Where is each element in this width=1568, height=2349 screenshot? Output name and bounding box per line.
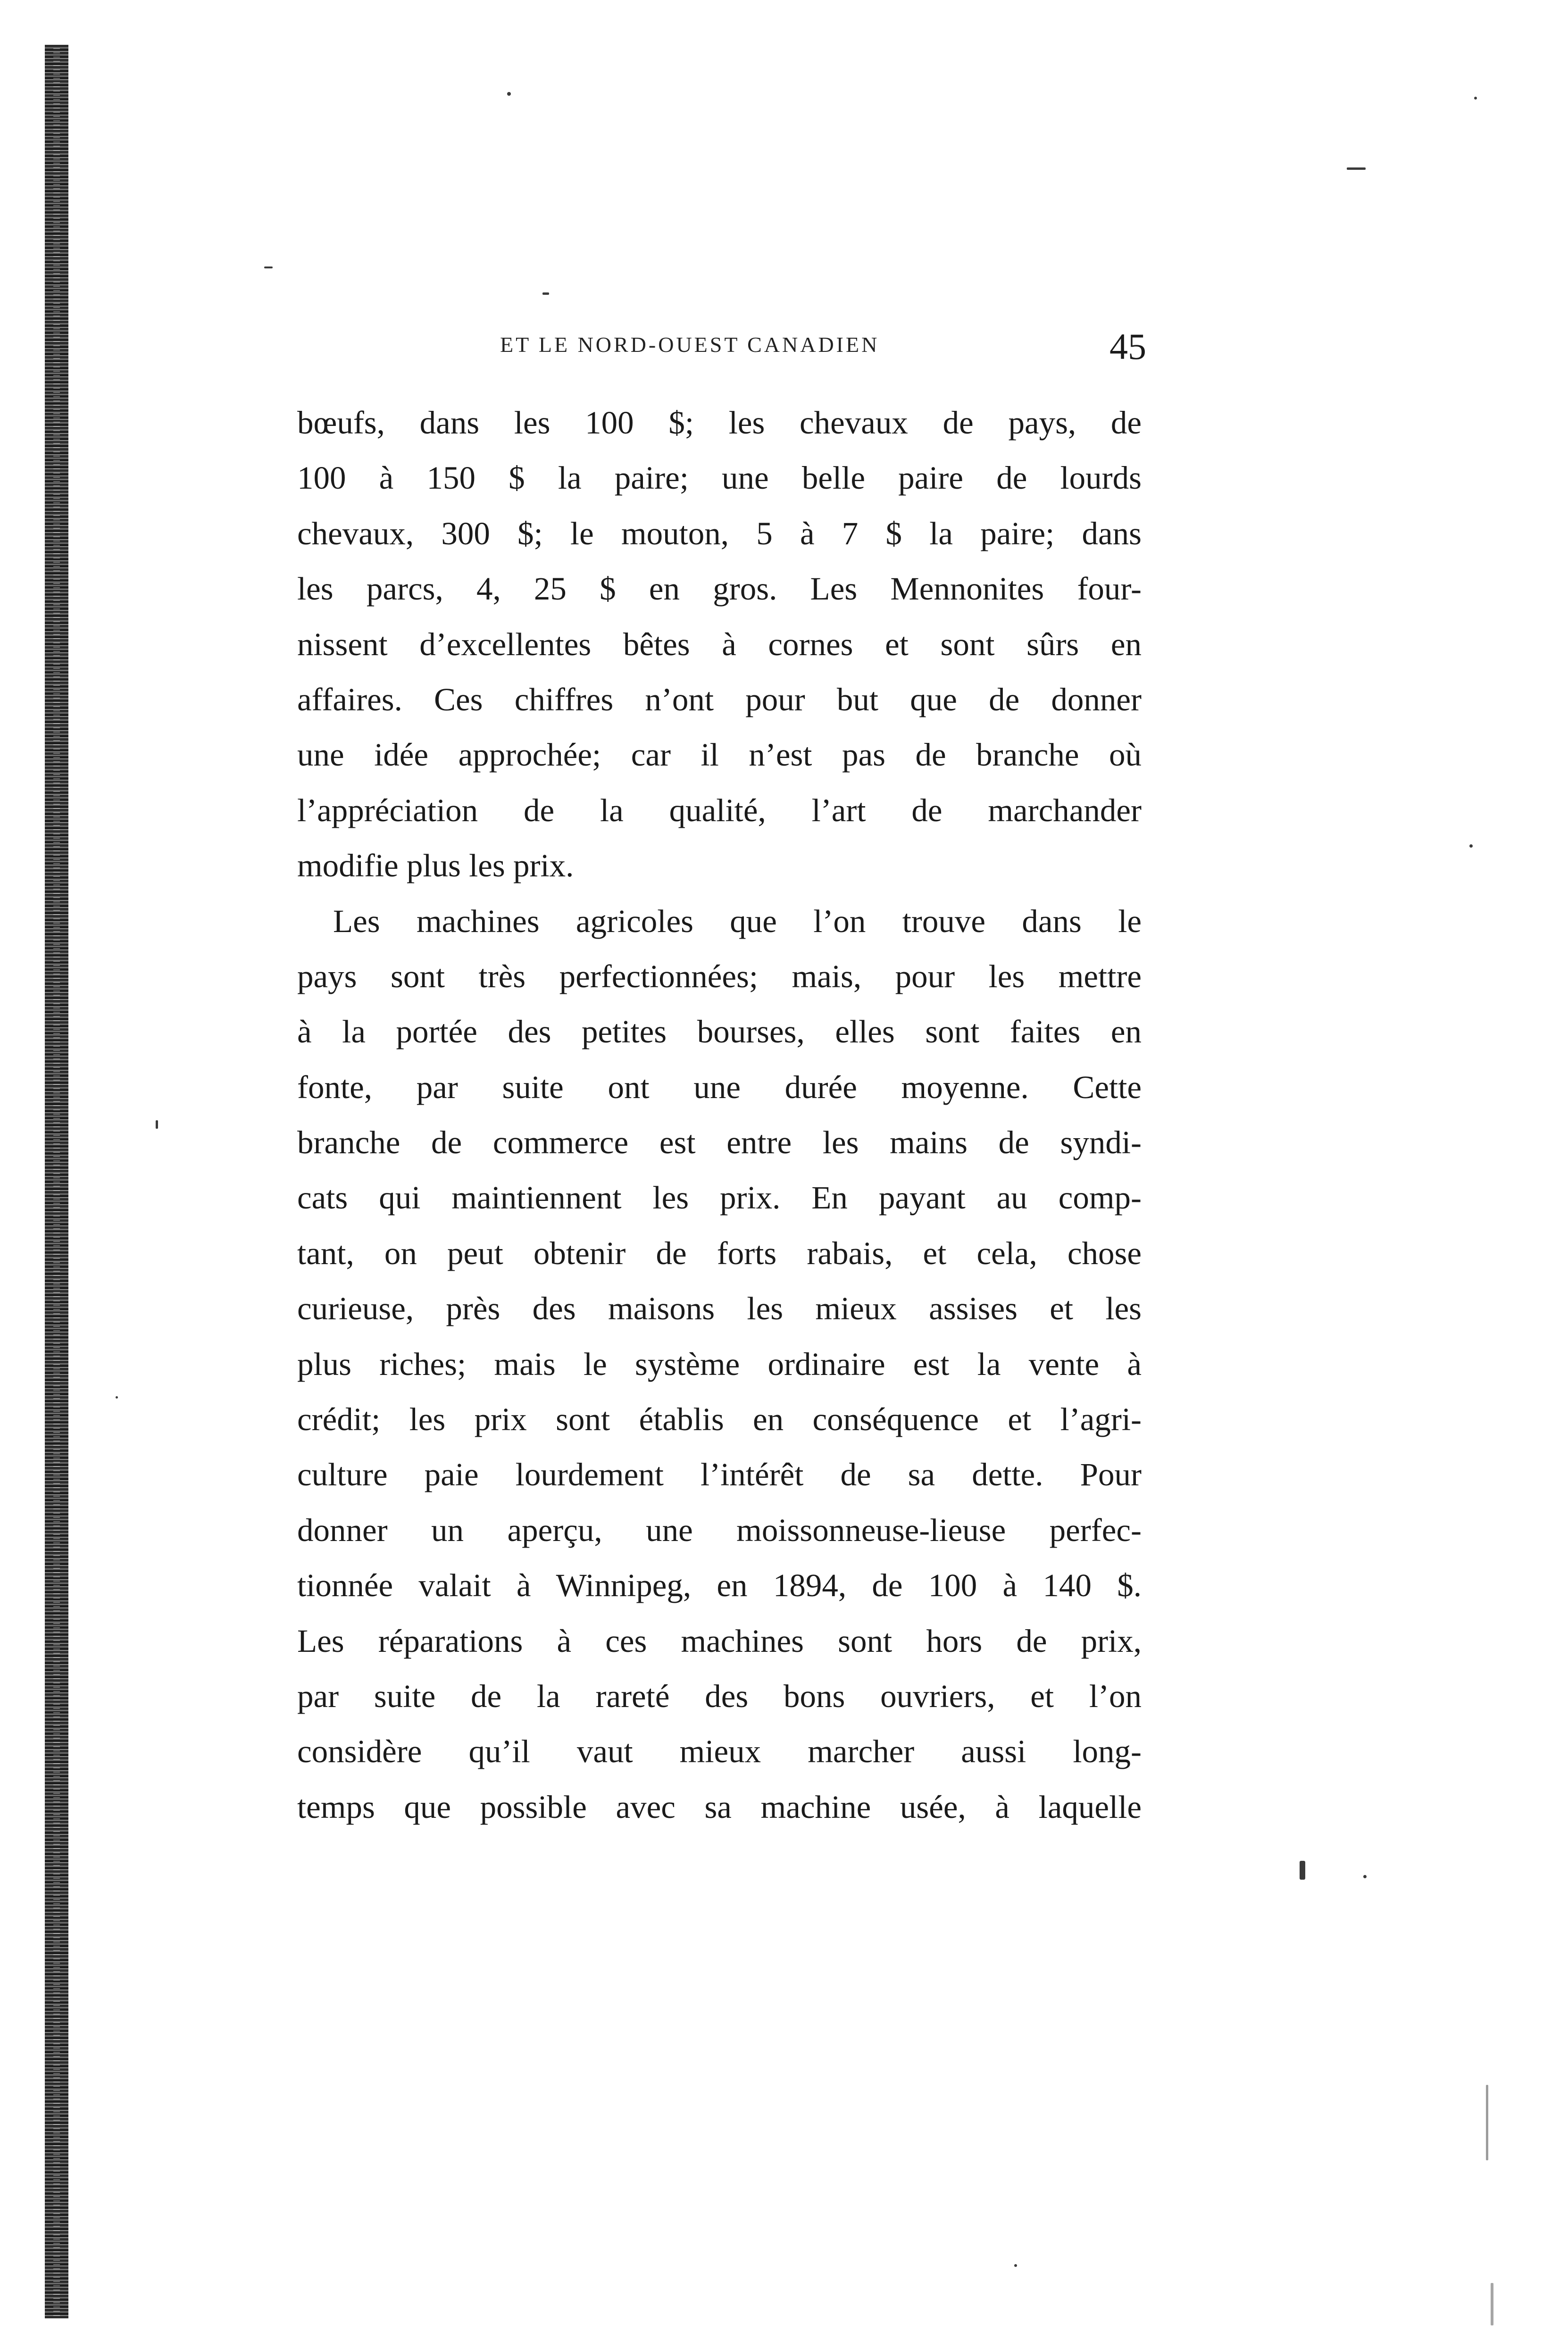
running-title: ET LE NORD-OUEST CANADIEN (500, 333, 880, 357)
running-head (292, 325, 1146, 367)
text-line: pays sont très perfectionnées; mais, pour les mettre (297, 958, 1142, 994)
text-line: crédit; les prix sont établis en conséquence et l’agri- (297, 1401, 1142, 1438)
text-line: branche de commerce est entre les mains de syndi- (297, 1125, 1142, 1161)
page-number: 45 (1109, 326, 1146, 367)
text-line: l’appréciation de la qualité, l’art de marchander (297, 792, 1142, 828)
text-line: nissent d’excellentes bêtes à cornes et sont sûrs en (297, 626, 1142, 662)
text-line: fonte, par suite ont une durée moyenne. Cette (297, 1069, 1142, 1105)
text-line: à la portée des petites bourses, elles sont faites en (297, 1014, 1142, 1050)
scan-speck (1347, 167, 1366, 170)
text-line: Les machines agricoles que l’on trouve dans le (333, 903, 1142, 939)
text-line: affaires. Ces chiffres n’ont pour but que de donner (297, 681, 1142, 717)
text-line: les parcs, 4, 25 $ en gros. Les Mennonites four- (297, 571, 1142, 607)
text-line: cats qui maintiennent les prix. En payant au comp- (297, 1180, 1142, 1216)
binding-edge (45, 45, 68, 2318)
scan-speck (542, 292, 549, 295)
text-line: culture paie lourdement l’intérêt de sa dette. Pour (297, 1457, 1142, 1493)
scan-speck (264, 267, 273, 268)
text-line: considère qu’il vaut mieux marcher aussi long- (297, 1733, 1142, 1770)
scan-speck (1491, 2283, 1493, 2325)
text-line: chevaux, 300 $; le mouton, 5 à 7 $ la paire; dans (297, 515, 1142, 551)
text-line: curieuse, près des maisons les mieux assises et les (297, 1291, 1142, 1327)
text-line: tant, on peut obtenir de forts rabais, et cela, chose (297, 1235, 1142, 1271)
text-line: bœufs, dans les 100 $; les chevaux de pays, de (297, 405, 1142, 441)
scan-speck (1363, 1875, 1367, 1878)
text-line: donner un aperçu, une moissonneuse-lieuse perfec- (297, 1512, 1142, 1548)
text-line: plus riches; mais le système ordinaire est la vente à (297, 1346, 1142, 1382)
text-line: par suite de la rareté des bons ouvriers, et l’on (297, 1678, 1142, 1714)
scan-speck (1014, 2264, 1017, 2267)
body-text (297, 395, 1142, 1835)
text-line: une idée approchée; car il n’est pas de branche où (297, 737, 1142, 773)
scan-speck (507, 92, 511, 96)
scan-speck (156, 1120, 158, 1129)
text-line: temps que possible avec sa machine usée, à laquelle (297, 1789, 1142, 1825)
scan-speck (116, 1396, 118, 1399)
scan-speck (1486, 2085, 1488, 2160)
text-line: Les réparations à ces machines sont hors de prix, (297, 1623, 1142, 1659)
scan-speck (1474, 97, 1477, 100)
scan-speck (1300, 1861, 1305, 1880)
text-line: 100 à 150 $ la paire; une belle paire de lourds (297, 460, 1142, 496)
scan-speck (1469, 844, 1473, 848)
text-line: tionnée valait à Winnipeg, en 1894, de 100 à 140 $. (297, 1567, 1142, 1604)
text-line: modifie plus les prix. (297, 848, 574, 884)
